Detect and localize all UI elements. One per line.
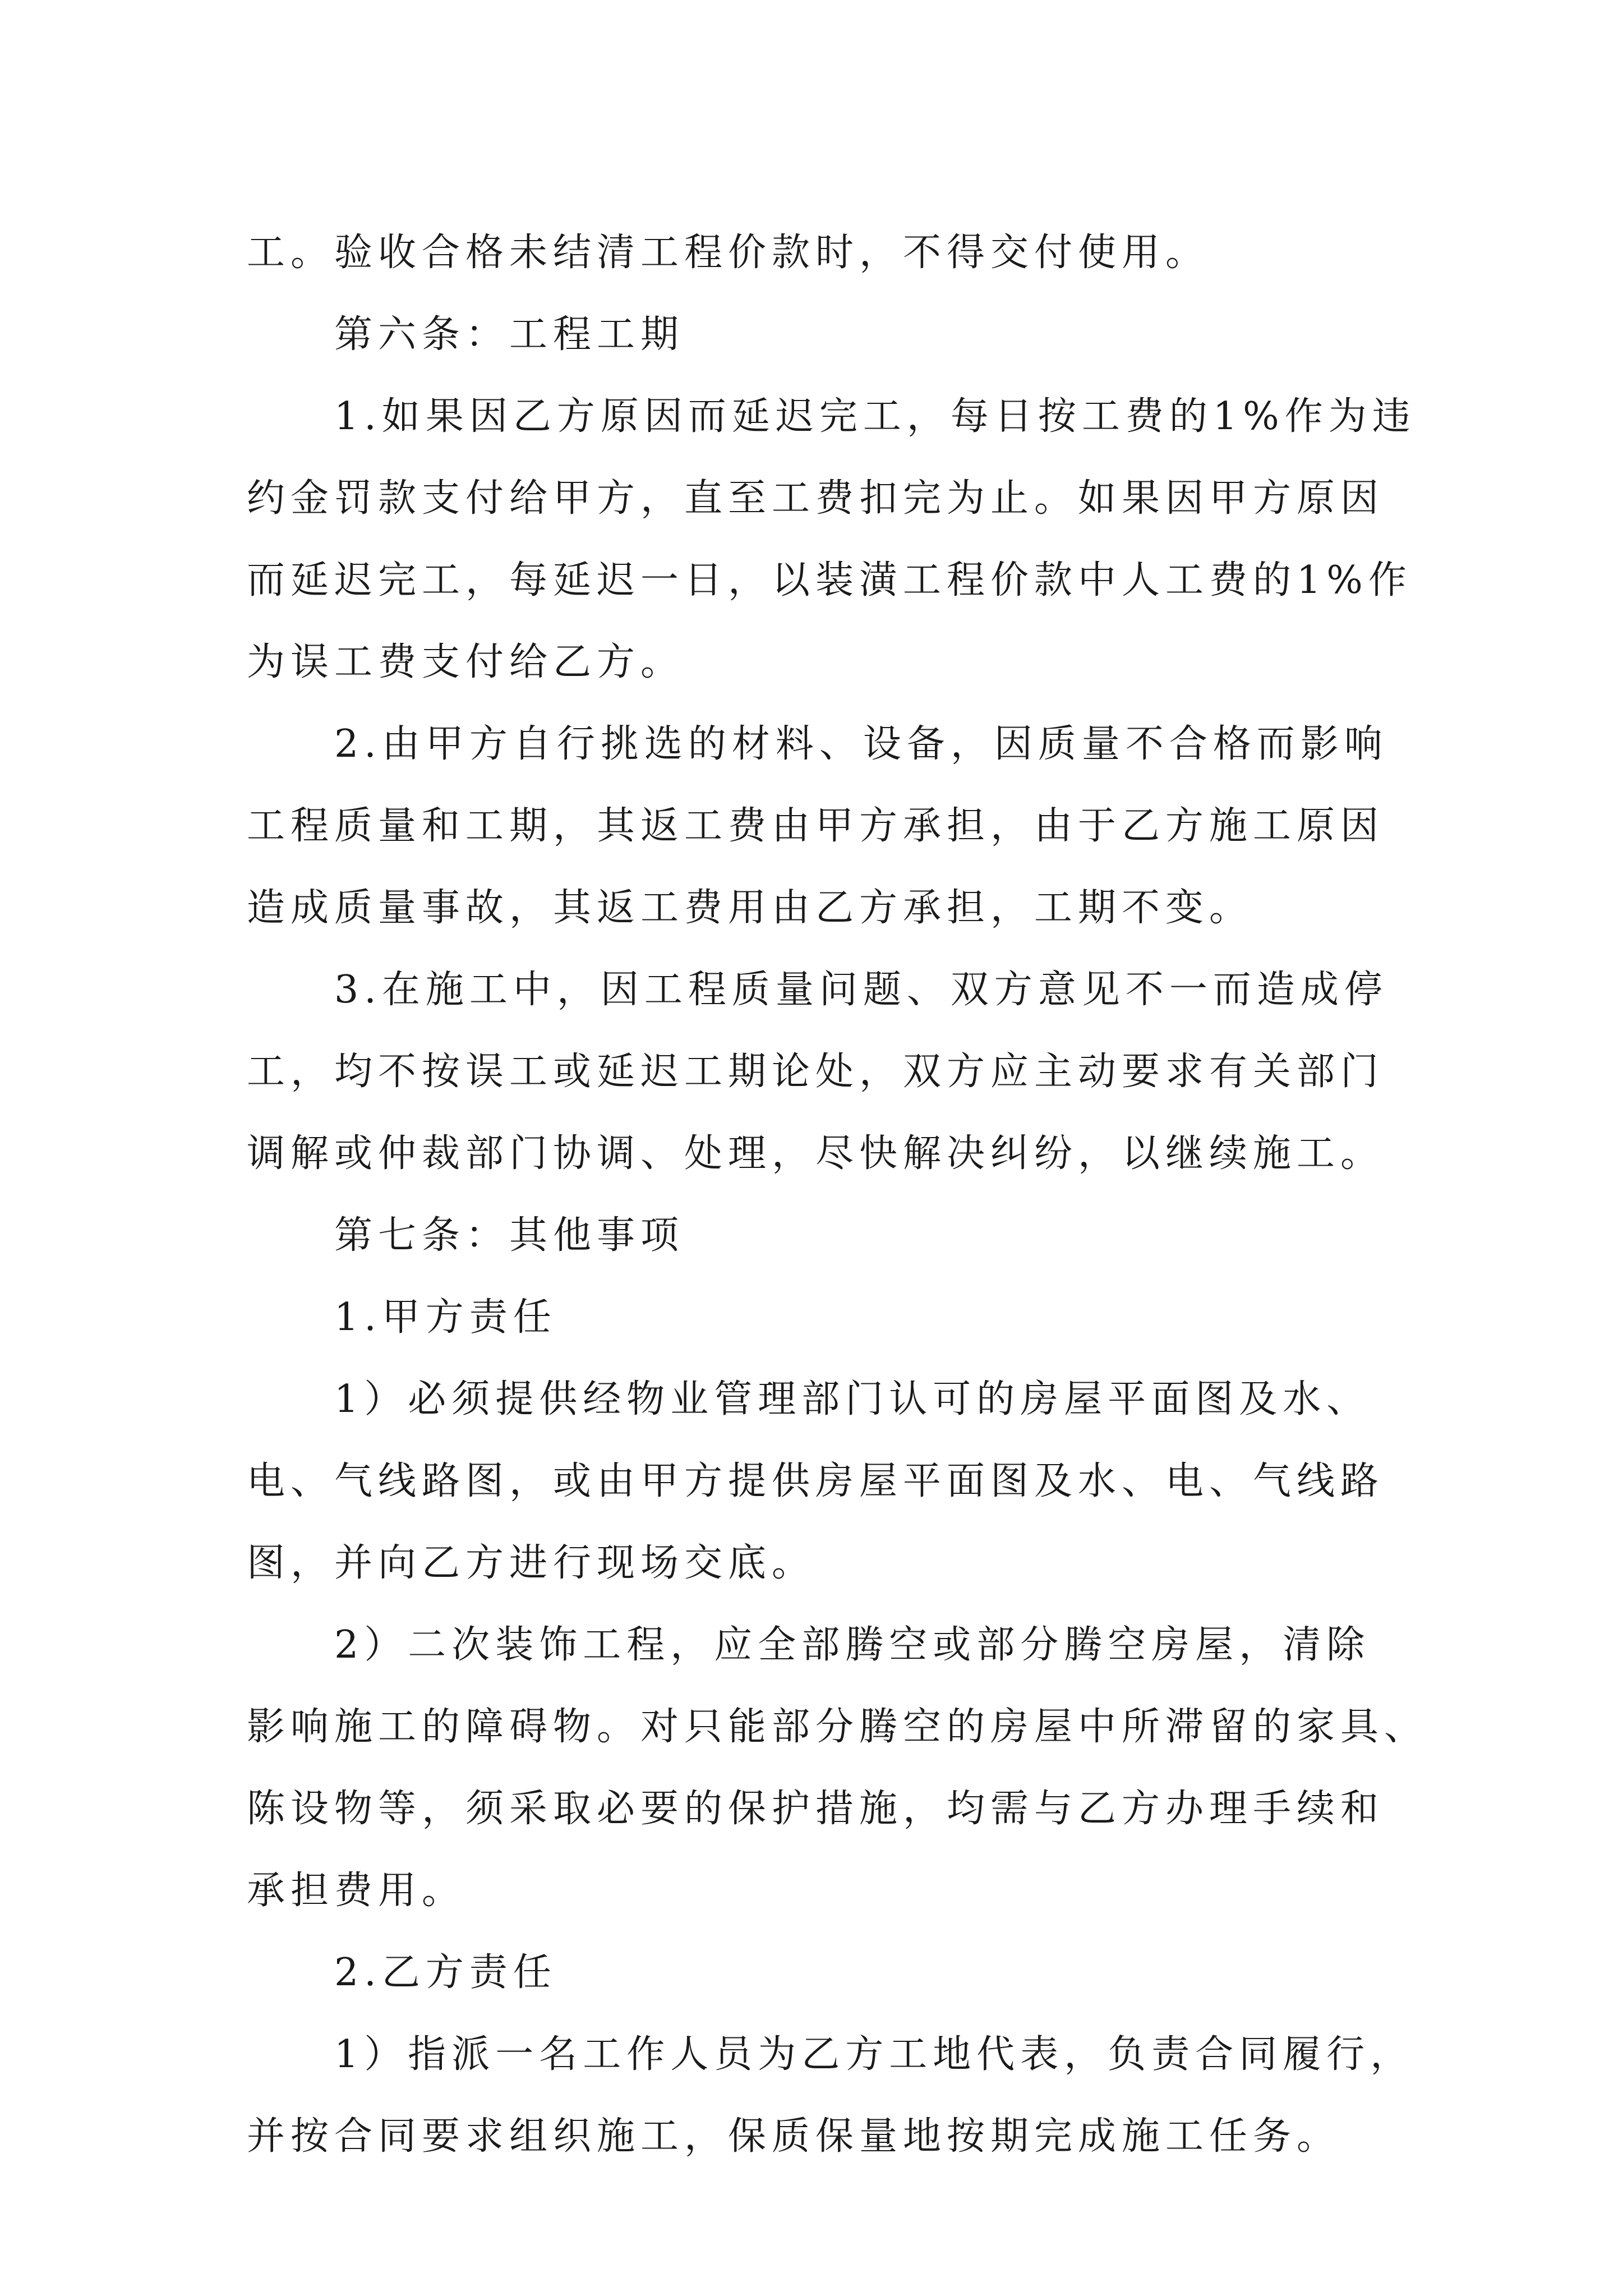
- text-line: 电、气线路图，或由甲方提供房屋平面图及水、电、气线路: [247, 1459, 1385, 1503]
- text-line: 1）必须提供经物业管理部门认可的房屋平面图及水、: [334, 1377, 1371, 1421]
- text-line: 2.由甲方自行挑选的材料、设备，因质量不合格而影响: [334, 722, 1388, 766]
- text-line: 工。验收合格未结清工程价款时，不得交付使用。: [247, 231, 1210, 275]
- section-heading: 第六条：工程工期: [334, 312, 685, 357]
- text-line: 工，均不按误工或延迟工期论处，双方应主动要求有关部门: [247, 1050, 1385, 1094]
- subsection-heading: 1.甲方责任: [334, 1295, 557, 1340]
- text-line: 陈设物等，须采取必要的保护措施，均需与乙方办理手续和: [247, 1787, 1385, 1831]
- text-line: 为误工费支付给乙方。: [247, 640, 685, 684]
- text-line: 影响施工的障碍物。对只能部分腾空的房屋中所滞留的家具、: [247, 1705, 1428, 1749]
- text-line: 图，并向乙方进行现场交底。: [247, 1541, 816, 1585]
- text-line: 而延迟完工，每延迟一日，以装潢工程价款中人工费的1%作: [247, 558, 1412, 602]
- text-line: 承担费用。: [247, 1869, 466, 1913]
- text-line: 造成质量事故，其返工费用由乙方承担，工期不变。: [247, 886, 1253, 930]
- subsection-heading: 2.乙方责任: [334, 1950, 557, 1995]
- text-line: 工程质量和工期，其返工费由甲方承担，由于乙方施工原因: [247, 804, 1385, 848]
- section-heading: 第七条：其他事项: [334, 1213, 685, 1258]
- text-line: 调解或仲裁部门协调、处理，尽快解决纠纷，以继续施工。: [247, 1131, 1385, 1176]
- text-line: 2）二次装饰工程，应全部腾空或部分腾空房屋，清除: [334, 1623, 1371, 1667]
- text-line: 3.在施工中，因工程质量问题、双方意见不一而造成停: [334, 968, 1388, 1012]
- text-line: 约金罚款支付给甲方，直至工费扣完为止。如果因甲方原因: [247, 476, 1385, 521]
- text-line: 1.如果因乙方原因而延迟完工，每日按工费的1%作为违: [334, 394, 1416, 439]
- document-body: [247, 212, 1428, 2178]
- text-line: 1）指派一名工作人员为乙方工地代表，负责合同履行，: [334, 2032, 1414, 2077]
- text-line: 并按合同要求组织施工，保质保量地按期完成施工任务。: [247, 2114, 1341, 2159]
